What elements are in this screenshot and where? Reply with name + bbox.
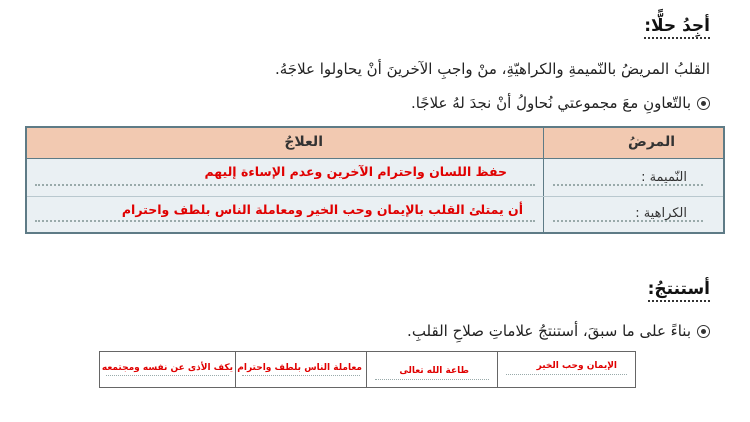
conclusion-boxes	[99, 351, 636, 388]
answer-box[interactable]	[100, 352, 235, 387]
target-bullet-icon	[697, 325, 710, 338]
answer-box[interactable]	[498, 352, 635, 387]
table-header-row	[27, 128, 723, 159]
instruction-line	[411, 94, 710, 112]
section-heading-conclude	[648, 279, 710, 302]
dotted-line	[106, 375, 229, 376]
answer-box[interactable]	[367, 352, 497, 387]
answer-text: يكف الأذى عن نفسه ومجتمعه	[101, 363, 233, 373]
column-divider	[543, 128, 544, 232]
answer-box[interactable]	[236, 352, 366, 387]
header-disease: المرضُ	[628, 134, 675, 150]
dotted-line	[375, 379, 489, 380]
treatment-cell[interactable]: حفظ اللسان واحترام الآخرين وعدم الإساءة إليهم	[204, 164, 507, 179]
disease-cell: النّميمة :	[641, 170, 687, 185]
heading-text: أستنتجُ:	[647, 279, 710, 299]
dotted-line	[35, 184, 535, 186]
instruction-text: بناءً على ما سبقَ، أستنتجُ علاماتِ صلاحِ القلبِ.	[407, 322, 691, 340]
dotted-line	[242, 375, 360, 376]
target-bullet-icon	[697, 97, 710, 110]
heading-underline	[648, 300, 710, 302]
disease-cell: الكراهية :	[635, 206, 687, 221]
answer-text: معاملة الناس بلطف واحترام	[237, 363, 362, 373]
dotted-line	[35, 220, 535, 222]
section-heading-find-solution	[644, 16, 710, 39]
answer-text: طاعة الله تعالى	[399, 366, 469, 376]
treatment-table	[25, 126, 725, 234]
treatment-cell[interactable]: أن يمتلئ القلب بالإيمان وحب الخير ومعاملة الناس بلطف واحترام	[121, 202, 523, 217]
row-divider	[27, 196, 723, 197]
heading-text: أجِدُ حلًّا:	[644, 16, 710, 36]
heading-underline	[644, 37, 710, 39]
answer-text: الإيمان وحب الخير	[536, 361, 617, 371]
dotted-line	[506, 374, 627, 375]
problem-sentence: القلبُ المريضُ بالنّميمةِ والكراهيّةِ، منْ واجبِ الآخرينَ أنْ يحاولوا علاجَهُ.	[274, 60, 710, 78]
instruction-line	[407, 322, 710, 340]
instruction-text: بالتّعاونِ معَ مجموعتي نُحاولُ أنْ نجدَ لهُ علاجًا.	[410, 94, 691, 112]
header-treatment: العلاجُ	[284, 134, 323, 150]
